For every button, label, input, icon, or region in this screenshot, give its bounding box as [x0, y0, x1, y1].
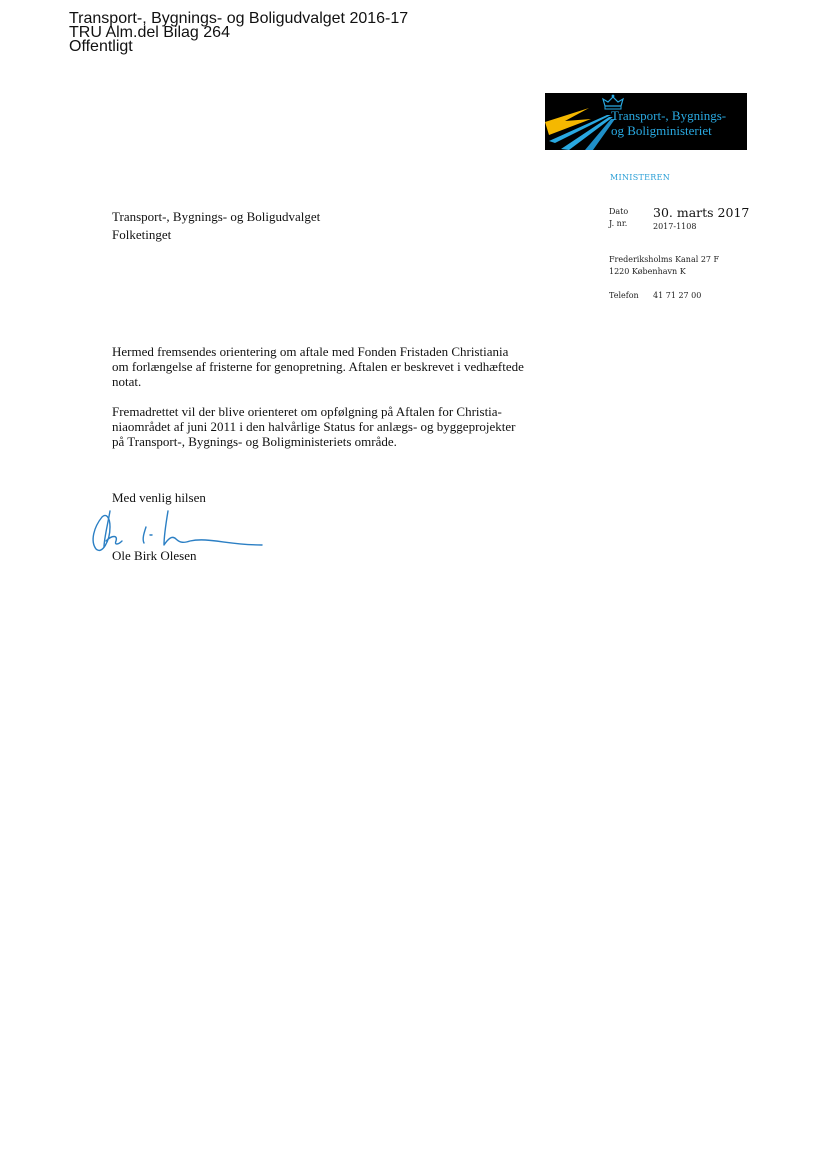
- body-line: på Transport-, Bygnings- og Boligministeriets område.: [112, 434, 397, 449]
- document-stamp: [69, 12, 408, 54]
- closing-greeting: Med venlig hilsen: [112, 490, 206, 505]
- jnr-value: 2017-1108: [653, 222, 697, 231]
- recipient-name: Transport-, Bygnings- og Boligudvalget: [112, 209, 321, 224]
- stamp-reference: TRU Alm.del Bilag 264: [69, 24, 230, 41]
- address-city: 1220 København K: [609, 267, 686, 276]
- body-line: niaområdet af juni 2011 i den halvårlige Status for anlægs- og byggeprojekter: [112, 419, 516, 434]
- phone-label: Telefon: [609, 291, 639, 300]
- logo-line-2: og Boligministeriet: [611, 123, 712, 138]
- letter-body: [112, 344, 582, 464]
- sender-label: MINISTEREN: [610, 173, 671, 182]
- body-line: om forlængelse af fristerne for genopretning. Aftalen er beskrevet i vedhæftede: [112, 359, 524, 374]
- crown-icon: [603, 95, 623, 109]
- stamp-visibility: Offentligt: [69, 38, 133, 55]
- recipient-block: [112, 208, 320, 244]
- body-line: Fremadrettet vil der blive orienteret om opfølgning på Aftalen for Christia-: [112, 404, 502, 419]
- signer-name: Ole Birk Olesen: [112, 548, 197, 563]
- logo-line-1: Transport-, Bygnings-: [611, 108, 727, 123]
- date-value: 30. marts 2017: [653, 205, 750, 220]
- jnr-label: J. nr.: [609, 219, 628, 228]
- recipient-org: Folketinget: [112, 227, 172, 242]
- stamp-committee: Transport-, Bygnings- og Boligudvalget 2016-17: [69, 10, 409, 27]
- ministry-logo: [545, 93, 747, 150]
- address-street: Frederiksholms Kanal 27 F: [609, 255, 720, 264]
- date-label: Dato: [609, 207, 629, 216]
- body-paragraph: [112, 404, 582, 449]
- logo-wordmark: [611, 108, 726, 138]
- body-line: notat.: [112, 374, 142, 389]
- body-line: Hermed fremsendes orientering om aftale med Fonden Fristaden Christiania: [112, 344, 509, 359]
- phone-value: 41 71 27 00: [653, 291, 702, 300]
- body-paragraph: [112, 344, 582, 389]
